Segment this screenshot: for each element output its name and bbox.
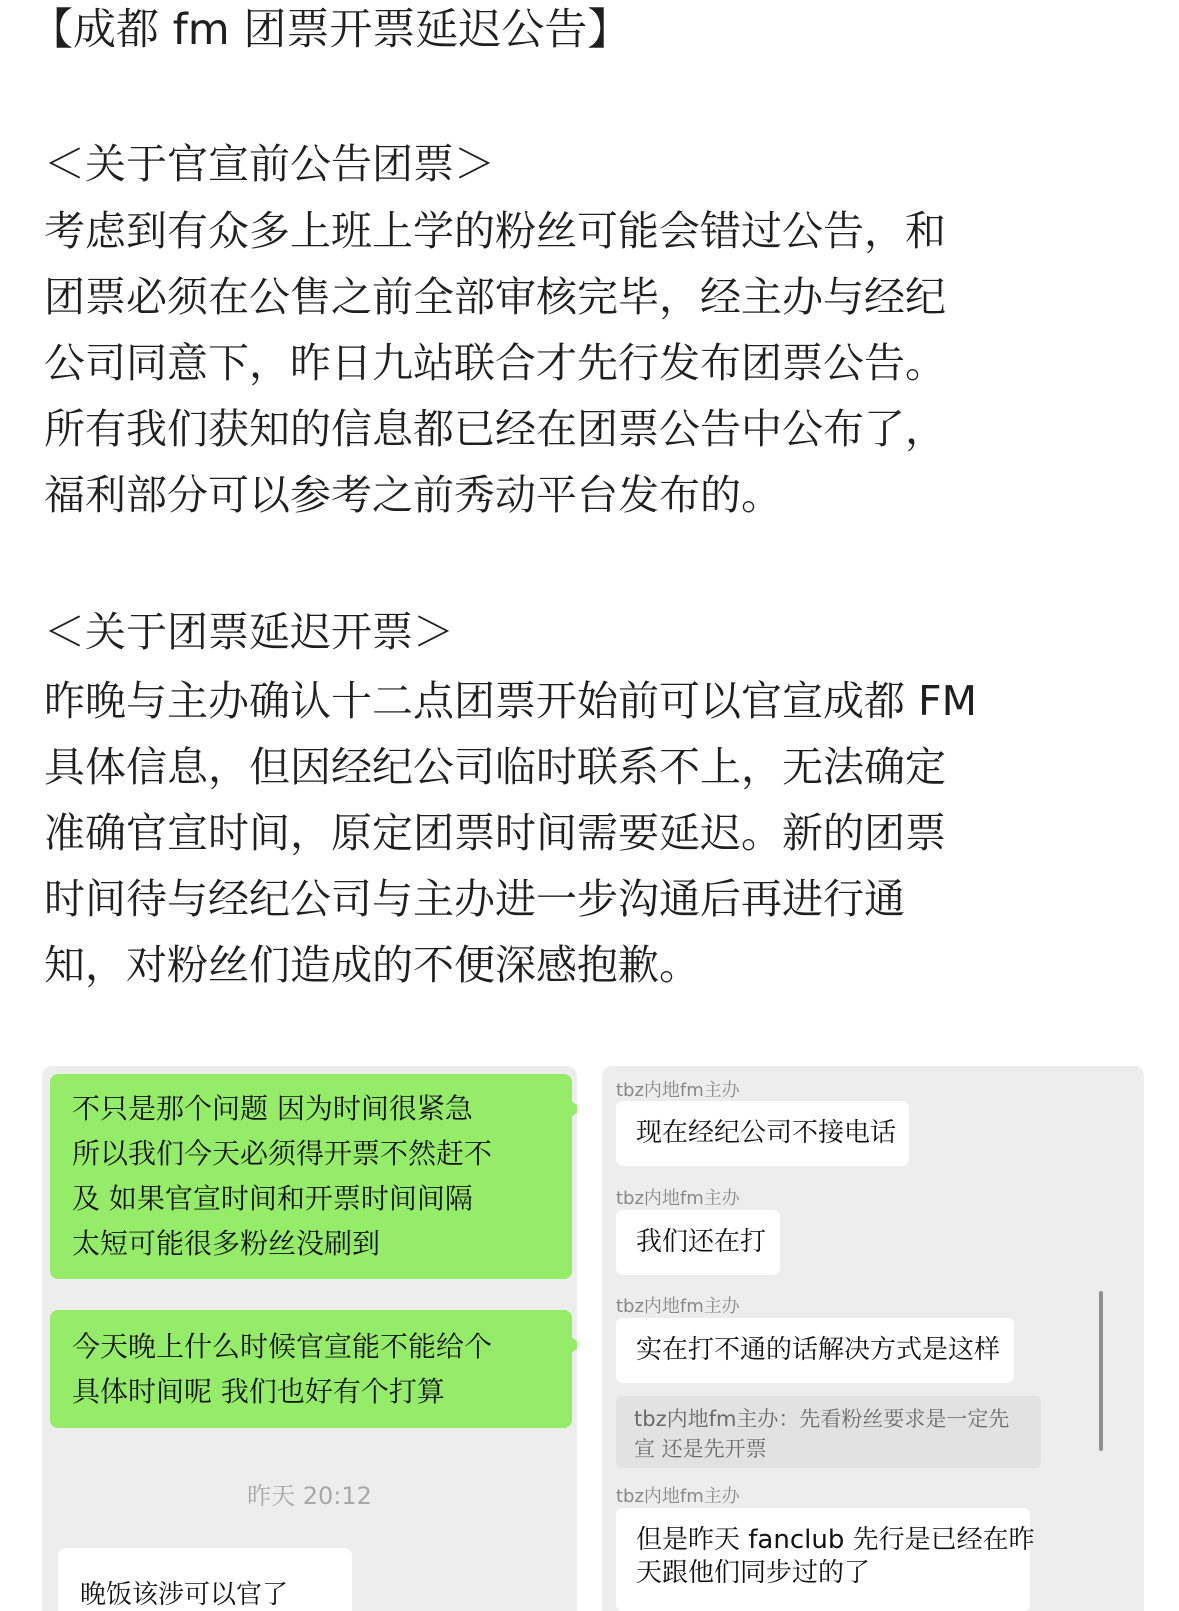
message-line: 现在经纪公司不接电话 [636,1118,897,1148]
section-heading-prerelease: ＜关于官宣前公告团票＞ [44,140,495,188]
received-message [616,1210,780,1275]
received-message [616,1508,1035,1611]
chat-screenshot-right [602,1066,1144,1611]
post-title: 【成都 fm 团票开票延迟公告】 [30,5,631,55]
message-line: 不只是那个问题 因为时间很紧急 [72,1092,473,1125]
message-line: 我们还在打 [636,1227,767,1257]
message-line: 实在打不通的话解决方式是这样 [636,1335,1001,1365]
message-line: 今天晚上什么时候官宣能不能给个 [72,1330,493,1363]
paragraph-line: 福利部分可以参考之前秀动平台发布的。 [44,471,782,519]
message-line: 所以我们今天必须得开票不然赶不 [72,1137,493,1170]
scrollbar[interactable] [1099,1291,1103,1451]
paragraph-line: 团票必须在公售之前全部审核完毕，经主办与经纪 [44,273,946,321]
chat-screenshot-left [42,1066,577,1611]
message-line: 具体时间呢 我们也好有个打算 [72,1375,445,1408]
paragraph-line: 公司同意下，昨日九站联合才先行发布团票公告。 [44,339,946,387]
section-heading-delay: ＜关于团票延迟开票＞ [44,608,454,656]
paragraph-line: 知，对粉丝们造成的不便深感抱歉。 [44,941,700,989]
paragraph-line: 准确官宣时间，原定团票时间需要延迟。新的团票 [44,809,946,857]
paragraph-delay [44,668,1154,998]
sent-message [50,1074,572,1279]
sender-name: tbz内地fm主办 [616,1080,740,1101]
sender-name: tbz内地fm主办 [616,1486,740,1507]
sender-name: tbz内地fm主办 [616,1188,740,1209]
paragraph-prerelease [44,198,1154,528]
chat-timestamp: 昨天 20:12 [247,1482,372,1510]
quote-line: 宣 还是先开票 [634,1437,767,1461]
paragraph-line: 具体信息，但因经纪公司临时联系不上，无法确定 [44,743,946,791]
paragraph-line: 考虑到有众多上班上学的粉丝可能会错过公告，和 [44,207,946,255]
message-line: 及 如果官宣时间和开票时间间隔 [72,1182,473,1215]
quote-line: tbz内地fm主办：先看粉丝要求是一定先 [634,1407,1010,1431]
received-message [616,1101,909,1166]
message-line: 但是昨天 fanclub 先行是已经在昨 [636,1525,1035,1555]
message-line: 天跟他们同步过的了 [636,1558,871,1588]
paragraph-line: 所有我们获知的信息都已经在团票公告中公布了， [44,405,946,453]
received-message [616,1318,1014,1383]
received-message-partial: 晚饭该涉可以官了 [58,1548,352,1611]
quoted-message [616,1396,1041,1468]
paragraph-line: 时间待与经纪公司与主办进一步沟通后再进行通 [44,875,905,923]
sender-name: tbz内地fm主办 [616,1296,740,1317]
sent-message [50,1310,572,1428]
message-line: 太短可能很多粉丝没刷到 [72,1227,381,1260]
paragraph-line: 昨晚与主办确认十二点团票开始前可以官宣成都 FM [44,677,977,725]
